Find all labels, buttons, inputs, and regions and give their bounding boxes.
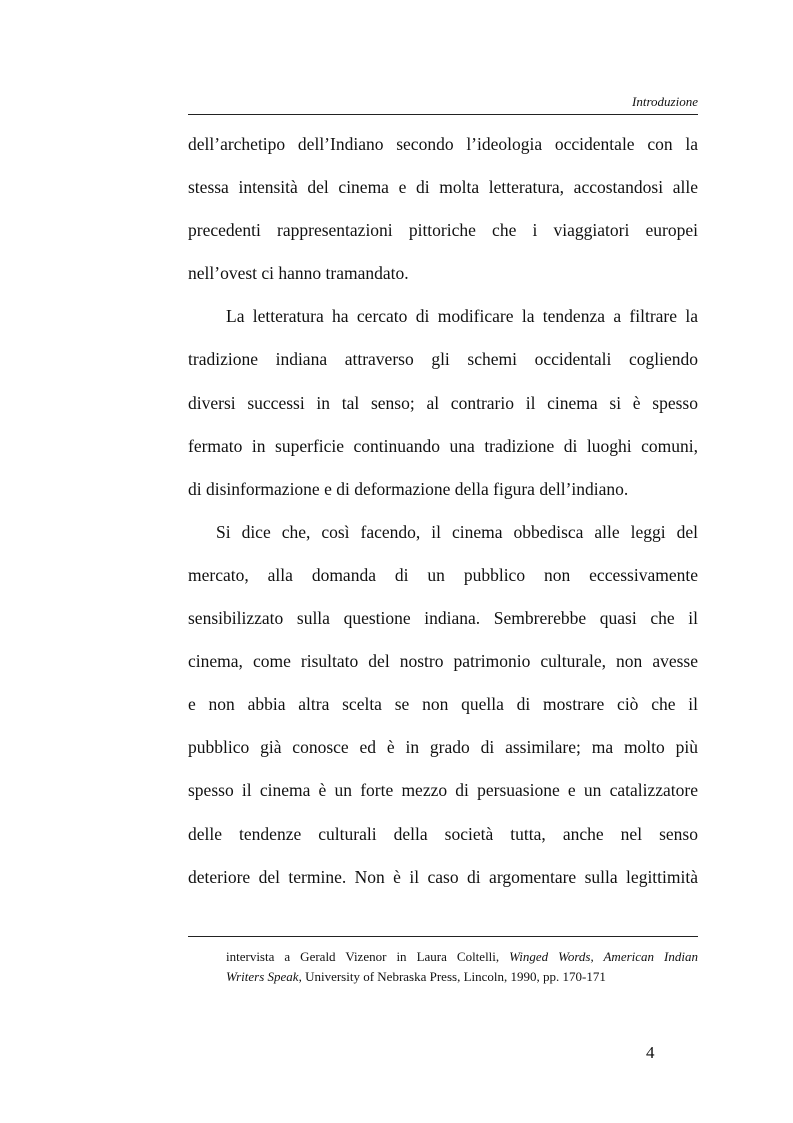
- footnote-line: [226, 947, 698, 967]
- body-line: di disinformazione e di deformazione della figura dell’indiano.: [188, 478, 629, 499]
- body-line: delle tendenze culturali della società tutta, anche nel senso: [188, 823, 698, 844]
- page-number: 4: [646, 1043, 655, 1062]
- body-line: spesso il cinema è un forte mezzo di persuasione e un catalizzatore: [188, 780, 698, 801]
- body-line: cinema, come risultato del nostro patrimonio culturale, non avesse: [188, 651, 698, 672]
- footnote-book-title: Winged Words, American Indian: [509, 949, 698, 964]
- body-line: nell’ovest ci hanno tramandato.: [188, 263, 409, 284]
- body-line: e non abbia altra scelta se non quella di mostrare ciò che il: [188, 694, 698, 715]
- footnote-text: intervista a Gerald Vizenor in Laura Coltelli,: [226, 949, 510, 964]
- body-line: La letteratura ha cercato di modificare la tendenza a filtrare la: [226, 306, 698, 327]
- body-line: precedenti rappresentazioni pittoriche che i viaggiatori europei: [188, 220, 698, 241]
- body-line: stessa intensità del cinema e di molta letteratura, accostandosi alle: [188, 177, 698, 198]
- footnote-line: [226, 967, 698, 987]
- footnote: [226, 947, 698, 987]
- body-line: diversi successi in tal senso; al contrario il cinema si è spesso: [188, 392, 698, 413]
- body-line: tradizione indiana attraverso gli schemi occidentali cogliendo: [188, 349, 698, 370]
- body-line: Si dice che, così facendo, il cinema obbedisca alle leggi del: [216, 521, 698, 542]
- body-line: dell’archetipo dell’Indiano secondo l’ideologia occidentale con la: [188, 134, 698, 154]
- header-title: Introduzione: [632, 94, 698, 109]
- footnote-divider: [188, 936, 698, 937]
- body-text: [188, 126, 698, 902]
- body-line: sensibilizzato sulla questione indiana. Sembrerebbe quasi che il: [188, 608, 698, 629]
- body-line: fermato in superficie continuando una tradizione di luoghi comuni,: [188, 435, 698, 456]
- body-line: mercato, alla domanda di un pubblico non eccessivamente: [188, 564, 698, 585]
- body-line: pubblico già conosce ed è in grado di assimilare; ma molto più: [188, 737, 698, 758]
- running-header: [188, 92, 698, 115]
- footnote-book-title: Writers Speak: [226, 969, 299, 984]
- body-line: deteriore del termine. Non è il caso di argomentare sulla legittimità: [188, 866, 698, 887]
- footnote-text: , University of Nebraska Press, Lincoln, 1990, pp. 170-171: [298, 969, 606, 984]
